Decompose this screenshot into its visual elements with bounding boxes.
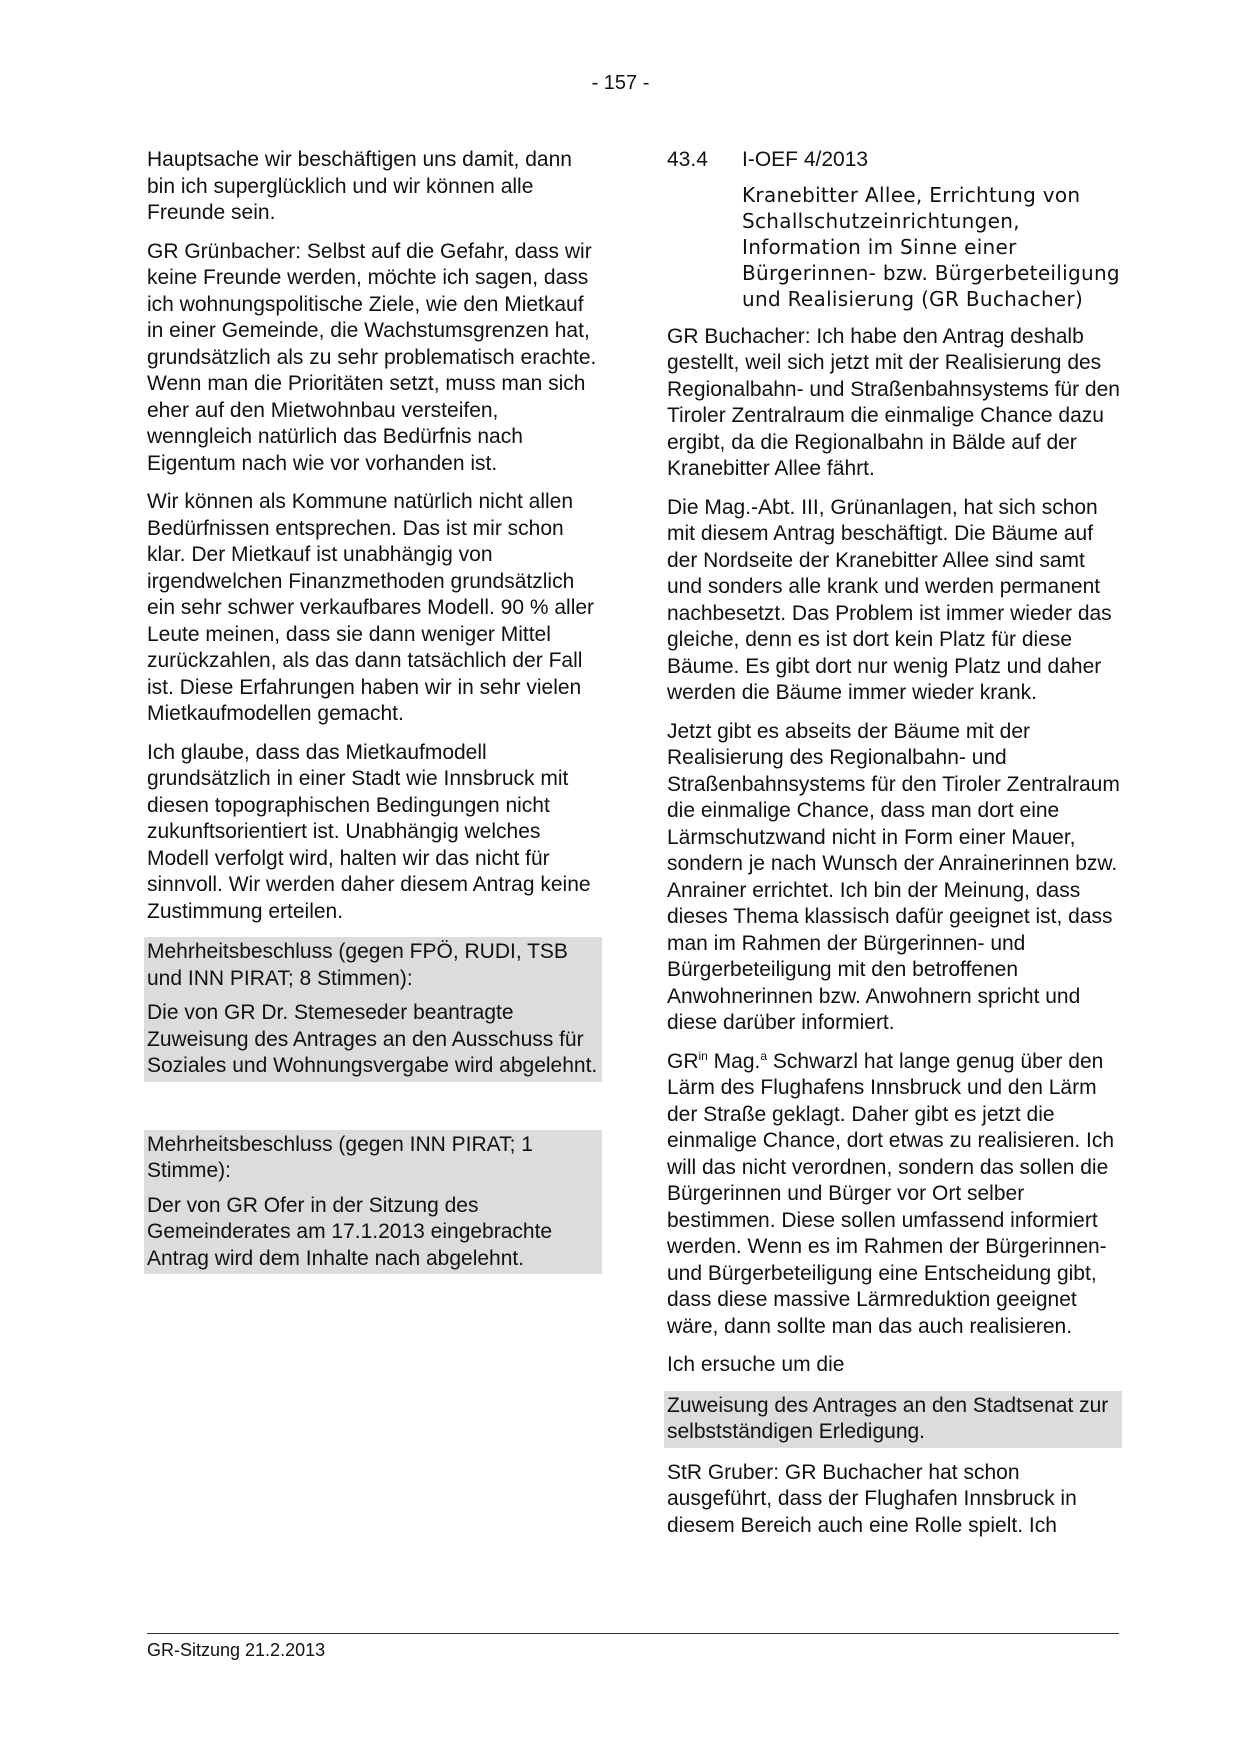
page-number: - 157 - [591,72,650,94]
text-span: GR [667,1049,699,1073]
paragraph: Hauptsache wir beschäftigen uns damit, dann bin ich superglücklich und wir können alle Freunde sein. [147,148,572,224]
decision-box-1 [144,937,602,1082]
footer-rule [147,1633,1119,1634]
agenda-item-header [667,147,1122,174]
request-box [664,1391,1122,1448]
decision-heading: Mehrheitsbeschluss (gegen INN PIRAT; 1 Stimme): [147,1132,533,1182]
superscript: a [760,1048,768,1063]
superscript: in [698,1048,708,1063]
decision-heading: Mehrheitsbeschluss (gegen FPÖ, RUDI, TSB und INN PIRAT; 8 Stimmen): [147,940,568,990]
paragraph: Die Mag.-Abt. III, Grünanlagen, hat sich schon mit diesem Antrag beschäftigt. Die Bäume auf der Nordseite der Kranebitter Allee sind samt und sonders alle krank und werden permanent nachbesetzt. Das Problem ist immer wieder das gleiche, denn es ist dort kein Platz für diese Bäume. Es gibt dort nur wenig Platz und daher werden die Bäume immer wieder krank. [667,495,1112,704]
paragraph [667,1049,1122,1341]
paragraph: Ich glaube, dass das Mietkaufmodell grundsätzlich in einer Stadt wie Innsbruck mit diesen topographischen Bedingungen nicht zukunftsorientiert ist. Unabhängig welches Modell verfolgt wird, halten wir das nicht für sinnvoll. Wir werden daher diesem Antrag keine Zustimmung erteilen. [147,740,591,923]
decision-box-2 [144,1130,602,1275]
paragraph: GR Buchacher: Ich habe den Antrag deshalb gestellt, weil sich jetzt mit der Realisierung des Regionalbahn- und Straßenbahnsystems für den Tiroler Zentralraum die einmalige Chance dazu ergibt, da die Regionalbahn in Bälde auf der Kranebitter Allee fährt. [667,324,1120,480]
right-column [667,147,1122,1551]
paragraph: GR Grünbacher: Selbst auf die Gefahr, dass wir keine Freunde werden, möchte ich sagen, dass ich wohnungspolitische Ziele, wie den Mietkauf in einer Gemeinde, die Wachstumsgrenzen hat, grundsätzlich als zu sehr problematisch erachte. Wenn man die Prioritäten setzt, muss man sich eher auf den Mietwohnbau versteifen, wenngleich natürlich das Bedürfnis nach Eigentum nach wie vor vorhanden ist. [147,239,597,475]
footer-text: GR-Sitzung 21.2.2013 [147,1640,326,1660]
agenda-item-number: 43.4 [667,148,708,171]
paragraph: StR Gruber: GR Buchacher hat schon ausgeführt, dass der Flughafen Innsbruck in diesem Bereich auch eine Rolle spielt. Ich [667,1460,1077,1537]
left-column [147,147,602,1274]
text-span: Schwarzl hat lange genug über den Lärm des Flughafens Innsbruck und den Lärm der Straße geklagt. Daher gibt es jetzt die einmalige Chance, dort etwas zu realisieren. Ich will das nicht verordnen, sondern das sollen die Bürgerinnen und Bürger vor Ort selber bestimmen. Diese sollen umfassend informiert werden. Wenn es im Rahmen der Bürgerinnen- und Bürgerbeteiligung eine Entscheidung gibt, dass diese massive Lärmreduktion geeignet wäre, dann sollte man das auch realisieren. [667,1049,1115,1338]
request-text: Zuweisung des Antrages an den Stadtsenat zur selbstständigen Erledigung. [667,1393,1109,1443]
agenda-item-title: Kranebitter Allee, Errichtung von Schallschutzeinrichtungen, Information im Sinne einer Bürgerinnen- bzw. Bürgerbeteiligung und Realisierung (GR Buchacher) [742,182,1120,311]
text-span: Mag. [707,1049,761,1073]
agenda-item-code: I-OEF 4/2013 [742,148,869,171]
decision-text: Die von GR Dr. Stemeseder beantragte Zuweisung des Antrages an den Ausschuss für Soziales und Wohnungsvergabe wird abgelehnt. [147,1001,598,1077]
decision-text: Der von GR Ofer in der Sitzung des Gemeinderates am 17.1.2013 eingebrachte Antrag wird dem Inhalte nach abgelehnt. [147,1193,553,1270]
paragraph: Jetzt gibt es abseits der Bäume mit der Realisierung des Regionalbahn- und Straßenbahnsystems für den Tiroler Zentralraum die einmalige Chance, dass man dort eine Lärmschutzwand nicht in Form einer Mauer, sondern je nach Wunsch der Anrainerinnen bzw. Anrainer errichtet. Ich bin der Meinung, dass dieses Thema klassisch dafür geeignet ist, dass man im Rahmen der Bürgerinnen- und Bürgerbeteiligung mit den betroffenen Anwohnerinnen bzw. Anwohnern spricht und diese darüber informiert. [667,719,1120,1034]
paragraph: Wir können als Kommune natürlich nicht allen Bedürfnissen entsprechen. Das ist mir schon klar. Der Mietkauf ist unabhängig von irgendwelchen Finanzmethoden grundsätzlich ein sehr schwer verkaufbares Modell. 90 % aller Leute meinen, dass sie dann weniger Mittel zurückzahlen, als das dann tatsächlich der Fall ist. Diese Erfahrungen haben wir in sehr vielen Mietkaufmodellen gemacht. [147,490,595,725]
paragraph: Ich ersuche um die [667,1353,845,1376]
